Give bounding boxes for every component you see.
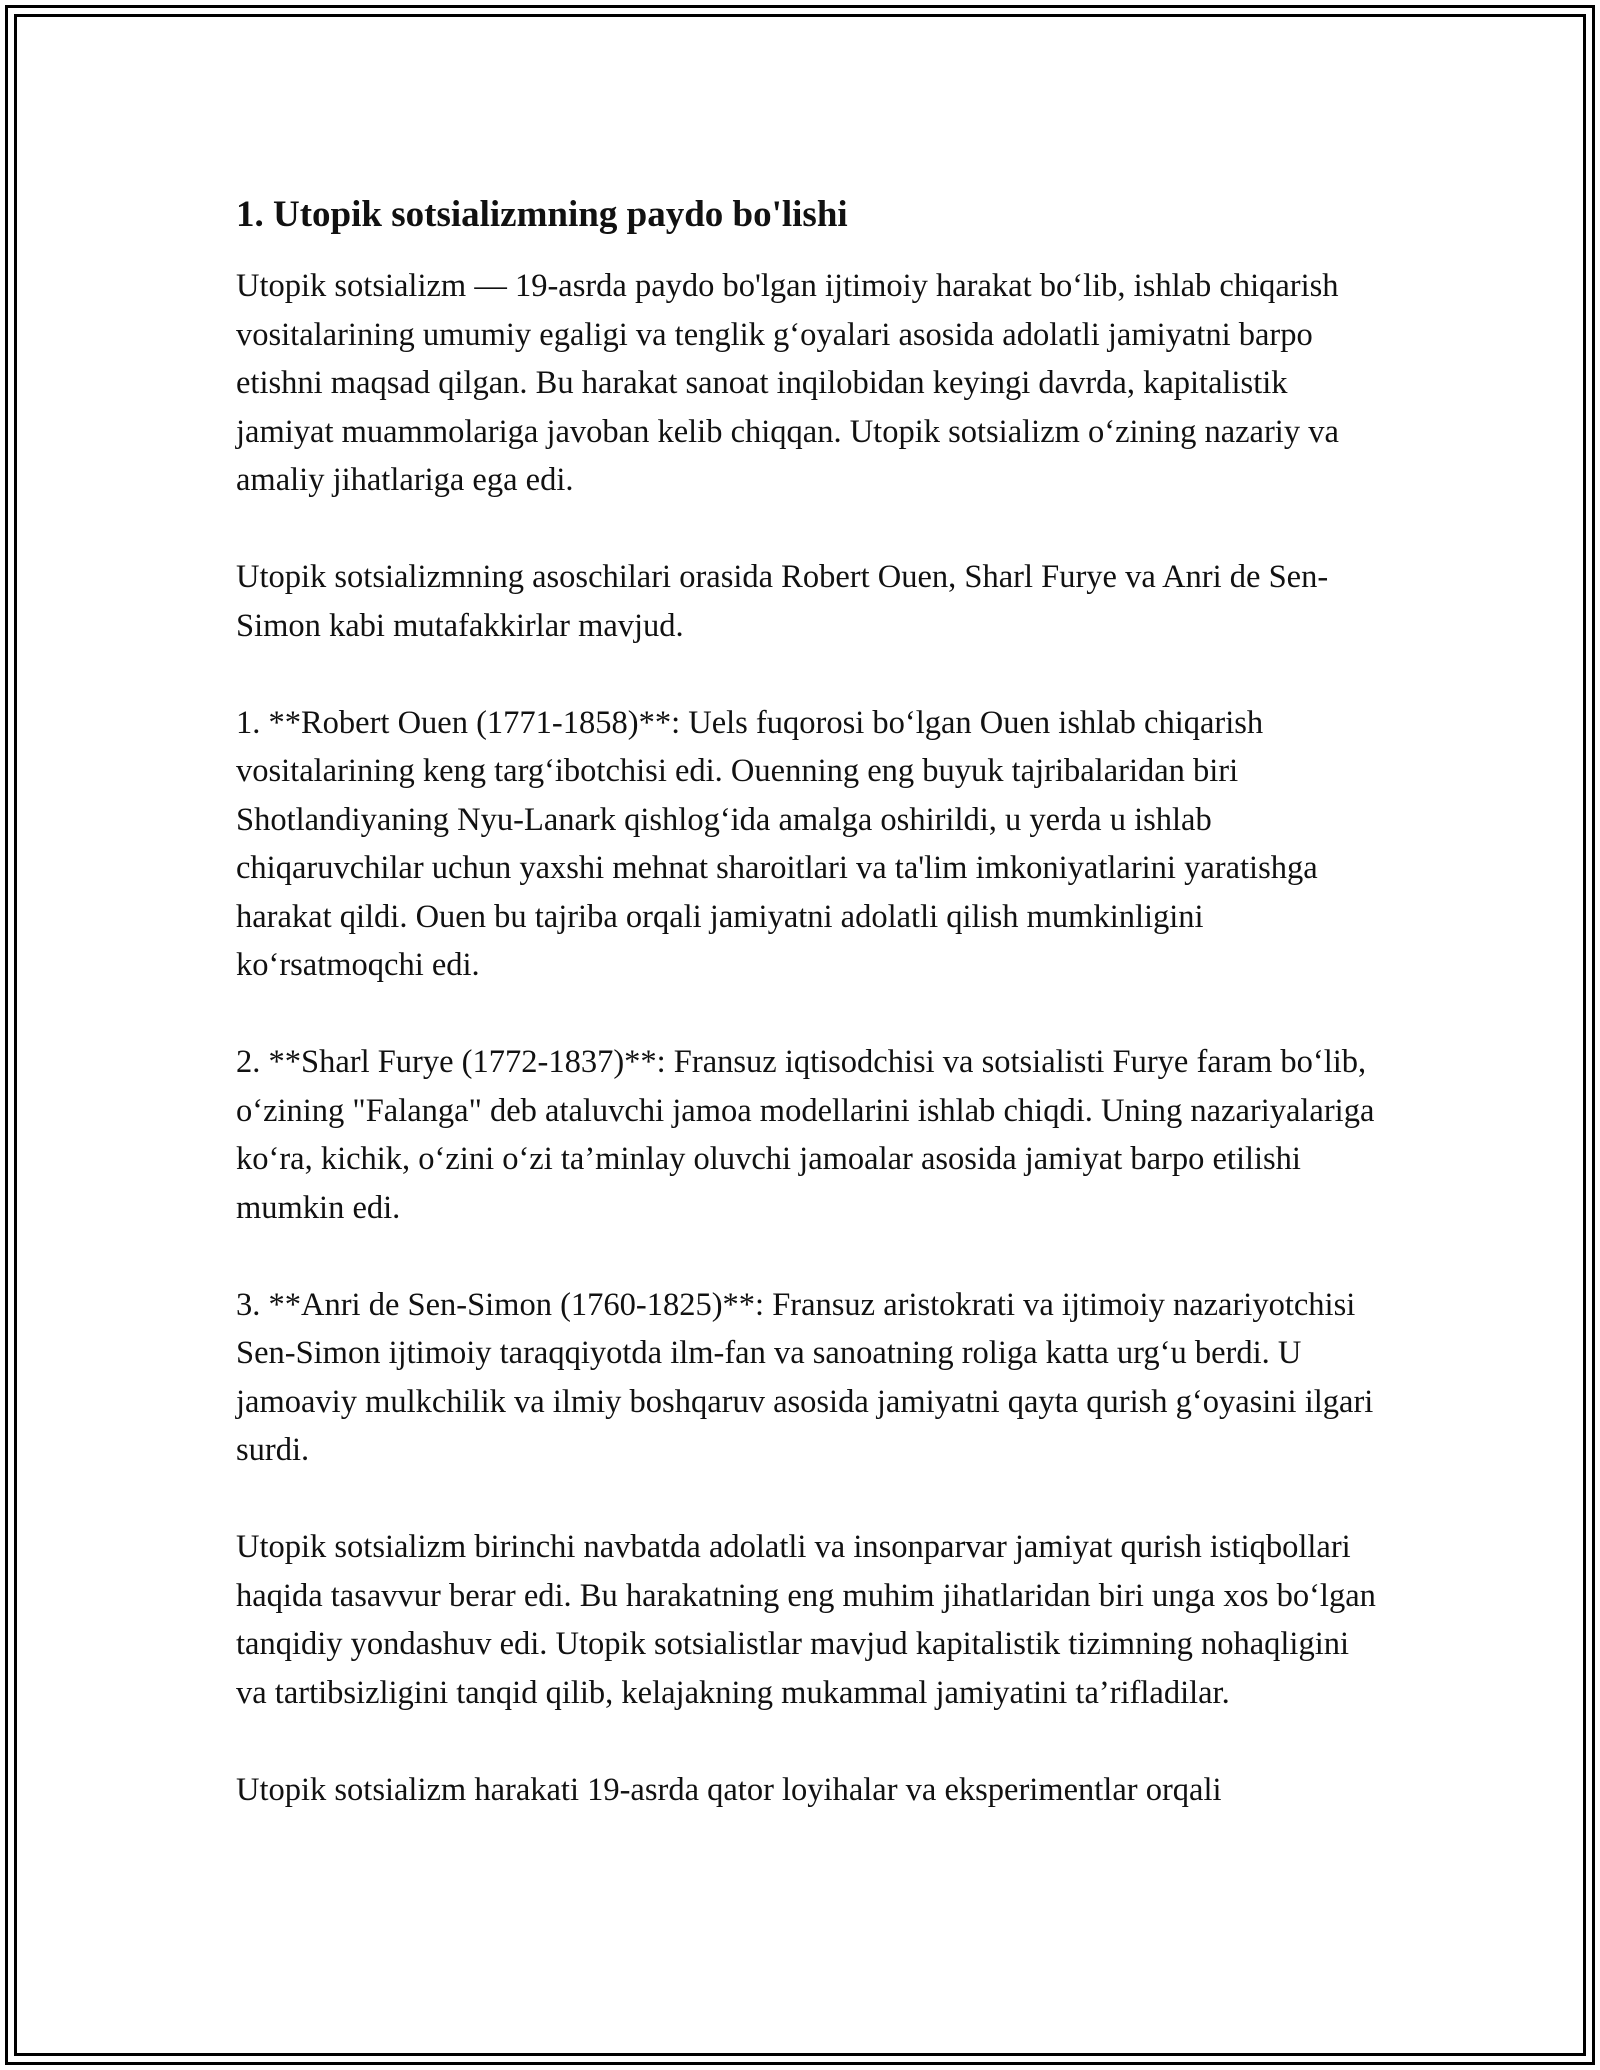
paragraph-saint-simon: 3. **Anri de Sen-Simon (1760-1825)**: Fransuz aristokrati va ijtimoiy nazariyotchisi Sen-Simon ijtimoiy taraqqiyotda ilm-fan va sanoatning roliga katta urg‘u berdi. U jamoaviy mulkchilik va ilmiy boshqaruv asosida jamiyatni qayta qurish g‘oyasini ilgari surdi. xyxy=(236,1286,1374,1468)
document-title: 1. Utopik sotsializmning paydo bo'lishi xyxy=(236,194,848,235)
paragraph-charles-fourier: 2. **Sharl Furye (1772-1837)**: Fransuz iqtisodchisi va sotsialisti Furye faram bo‘lib, o‘zining "Falanga" deb ataluvchi jamoa modellarini ishlab chiqdi. Uning nazariyalariga ko‘ra, kichik, o‘zini o‘zi ta’minlay oluvchi jamoalar asosida jamiyat barpo etilishi mumkin edi. xyxy=(236,1044,1375,1226)
paragraph-founders: Utopik sotsializmning asoschilari orasida Robert Ouen, Sharl Furye va Anri de Sen-Simon kabi mutafakkirlar mavjud. xyxy=(236,559,1329,644)
paragraph-intro: Utopik sotsializm — 19-asrda paydo bo'lgan ijtimoiy harakat bo‘lib, ishlab chiqarish vositalarining umumiy egaligi va tenglik g‘oyalari asosida adolatli jamiyatni barpo etishni maqsad qilgan. Bu harakat sanoat inqilobidan keyingi davrda, kapitalistik jamiyat muammolariga javoban kelib chiqqan. Utopik sotsializm o‘zining nazariy va amaliy jihatlariga ega edi. xyxy=(236,268,1339,498)
document-body xyxy=(236,192,1386,1814)
paragraph-robert-owen: 1. **Robert Ouen (1771-1858)**: Uels fuqorosi bo‘lgan Ouen ishlab chiqarish vositalarining keng targ‘ibotchisi edi. Ouenning eng buyuk tajribalaridan biri Shotlandiyaning Nyu-Lanark qishlog‘ida amalga oshirildi, u yerda u ishlab chiqaruvchilar uchun yaxshi mehnat sharoitlari va ta'lim imkoniyatlarini yaratishga harakat qildi. Ouen bu tajriba orqali jamiyatni adolatli qilish mumkinligini ko‘rsatmoqchi edi. xyxy=(236,704,1318,983)
paragraph-continuation: Utopik sotsializm harakati 19-asrda qator loyihalar va eksperimentlar orqali xyxy=(236,1771,1222,1808)
paragraph-summary: Utopik sotsializm birinchi navbatda adolatli va insonparvar jamiyat qurish istiqbollari haqida tasavvur berar edi. Bu harakatning eng muhim jihatlaridan biri unga xos bo‘lgan tanqidiy yondashuv edi. Utopik sotsialistlar mavjud kapitalistik tizimning nohaqligini va tartibsizligini tanqid qilib, kelajakning mukammal jamiyatini ta’rifladilar. xyxy=(236,1529,1376,1711)
